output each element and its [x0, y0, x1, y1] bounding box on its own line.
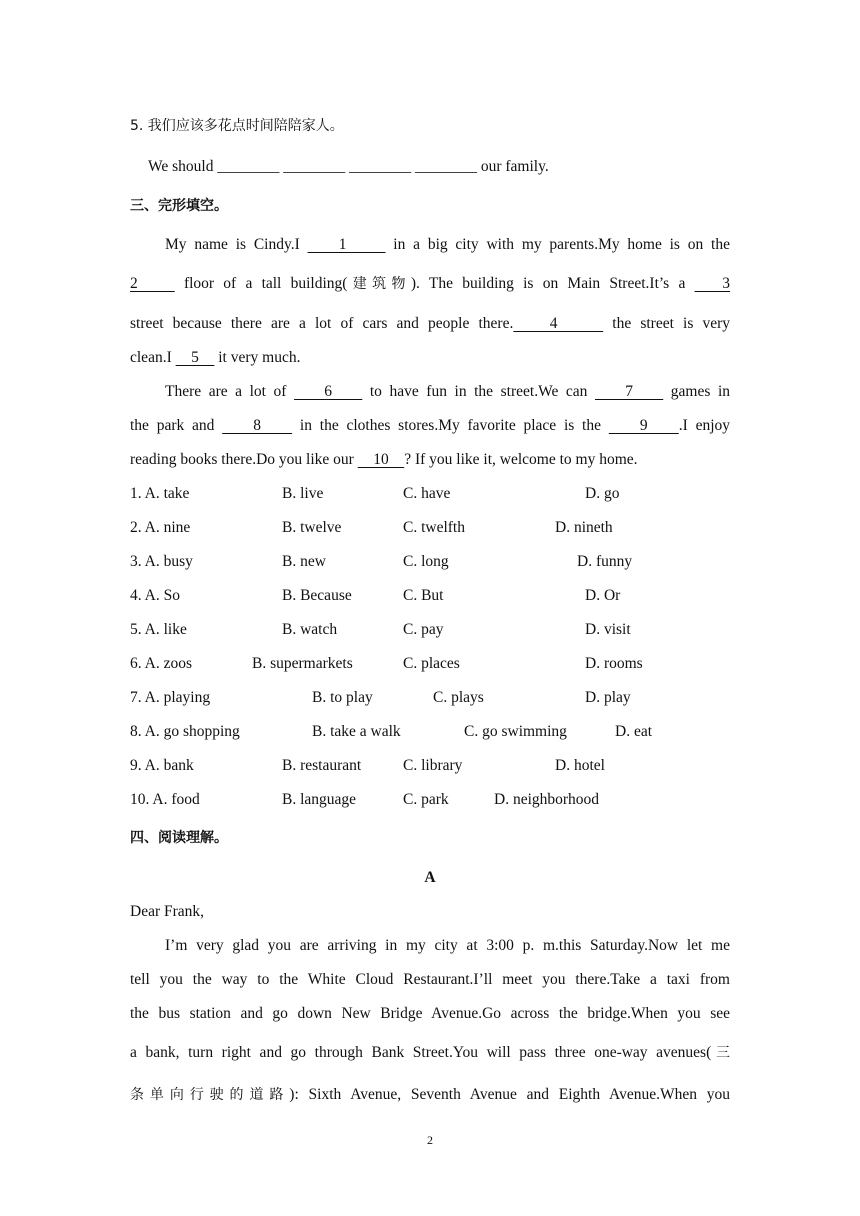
option-q2-b: B. twelve: [282, 519, 342, 536]
letter-salutation: Dear Frank,: [130, 903, 205, 920]
cloze-line: My name is Cindy.I 1 in a big city with my parents.My home is on the: [165, 236, 730, 253]
option-q4-a: 4. A. So: [130, 587, 180, 604]
option-q5-c: C. pay: [403, 621, 444, 638]
option-q8-d: D. eat: [615, 723, 653, 740]
option-q1-d: D. go: [585, 485, 620, 502]
option-q2-c: C. twelfth: [403, 519, 465, 536]
cloze-line: reading books there.Do you like our 10 ? If you like it, welcome to my home.: [130, 451, 638, 468]
option-q9-a: 9. A. bank: [130, 757, 194, 774]
option-q10-b: B. language: [282, 791, 357, 808]
option-q5-b: B. watch: [282, 621, 338, 638]
option-q3-c: C. long: [403, 553, 449, 570]
option-q9-d: D. hotel: [555, 757, 605, 774]
option-q6-b: B. supermarkets: [252, 655, 353, 672]
translation-item-5: 5. 我们应该多花点时间陪陪家人。: [130, 118, 344, 134]
cloze-line: There are a lot of 6 to have fun in the street.We can 7 games in: [165, 383, 730, 400]
option-q2-d: D. nineth: [555, 519, 613, 536]
letter-line: a bank, turn right and go through Bank Street.You will pass three one-way avenues(三: [130, 1044, 730, 1061]
option-q4-b: B. Because: [282, 587, 352, 604]
option-q8-b: B. take a walk: [312, 723, 401, 740]
option-q6-d: D. rooms: [585, 655, 643, 672]
option-q5-d: D. visit: [585, 621, 631, 638]
option-q5-a: 5. A. like: [130, 621, 187, 638]
cloze-line: street because there are a lot of cars and people there. 4 the street is very: [130, 315, 731, 332]
passage-label: A: [424, 869, 436, 886]
option-q10-c: C. park: [403, 791, 449, 808]
cloze-line: 2 floor of a tall building(建筑物). The building is on Main Street.It’s a 3: [130, 275, 731, 292]
translation-item-5-answer-line: We should ________ ________ ________ ________ our family.: [148, 158, 549, 175]
cloze-line: clean.I 5 it very much.: [130, 349, 301, 366]
option-q7-b: B. to play: [312, 689, 373, 706]
option-q9-c: C. library: [403, 757, 463, 774]
option-q1-c: C. have: [403, 485, 451, 502]
option-q1-b: B. live: [282, 485, 324, 502]
option-q10-a: 10. A. food: [130, 791, 200, 808]
section-heading-reading: 四、阅读理解。: [130, 830, 228, 846]
option-q6-a: 6. A. zoos: [130, 655, 192, 672]
option-q3-d: D. funny: [577, 553, 633, 570]
option-q4-d: D. Or: [585, 587, 621, 604]
option-q6-c: C. places: [403, 655, 460, 672]
option-q10-d: D. neighborhood: [494, 791, 600, 808]
page-number: 2: [427, 1133, 433, 1147]
section-heading-cloze: 三、完形填空。: [130, 198, 228, 214]
option-q3-b: B. new: [282, 553, 326, 570]
letter-line: tell you the way to the White Cloud Restaurant.I’ll meet you there.Take a taxi from: [130, 971, 730, 988]
letter-line: 条单向行驶的道路): Sixth Avenue, Seventh Avenue and Eighth Avenue.When you: [130, 1086, 731, 1103]
option-q2-a: 2. A. nine: [130, 519, 191, 536]
option-q8-a: 8. A. go shopping: [130, 723, 240, 740]
option-q4-c: C. But: [403, 587, 444, 604]
letter-line: the bus station and go down New Bridge Avenue.Go across the bridge.When you see: [130, 1005, 730, 1022]
option-q7-d: D. play: [585, 689, 631, 706]
option-q8-c: C. go swimming: [464, 723, 567, 740]
option-q7-a: 7. A. playing: [130, 689, 211, 706]
option-q9-b: B. restaurant: [282, 757, 362, 774]
option-q1-a: 1. A. take: [130, 485, 190, 502]
cloze-line: the park and 8 in the clothes stores.My favorite place is the 9 .I enjoy: [130, 417, 730, 434]
option-q7-c: C. plays: [433, 689, 484, 706]
option-q3-a: 3. A. busy: [130, 553, 193, 570]
letter-line: I’m very glad you are arriving in my city at 3:00 p. m.this Saturday.Now let me: [165, 937, 730, 954]
